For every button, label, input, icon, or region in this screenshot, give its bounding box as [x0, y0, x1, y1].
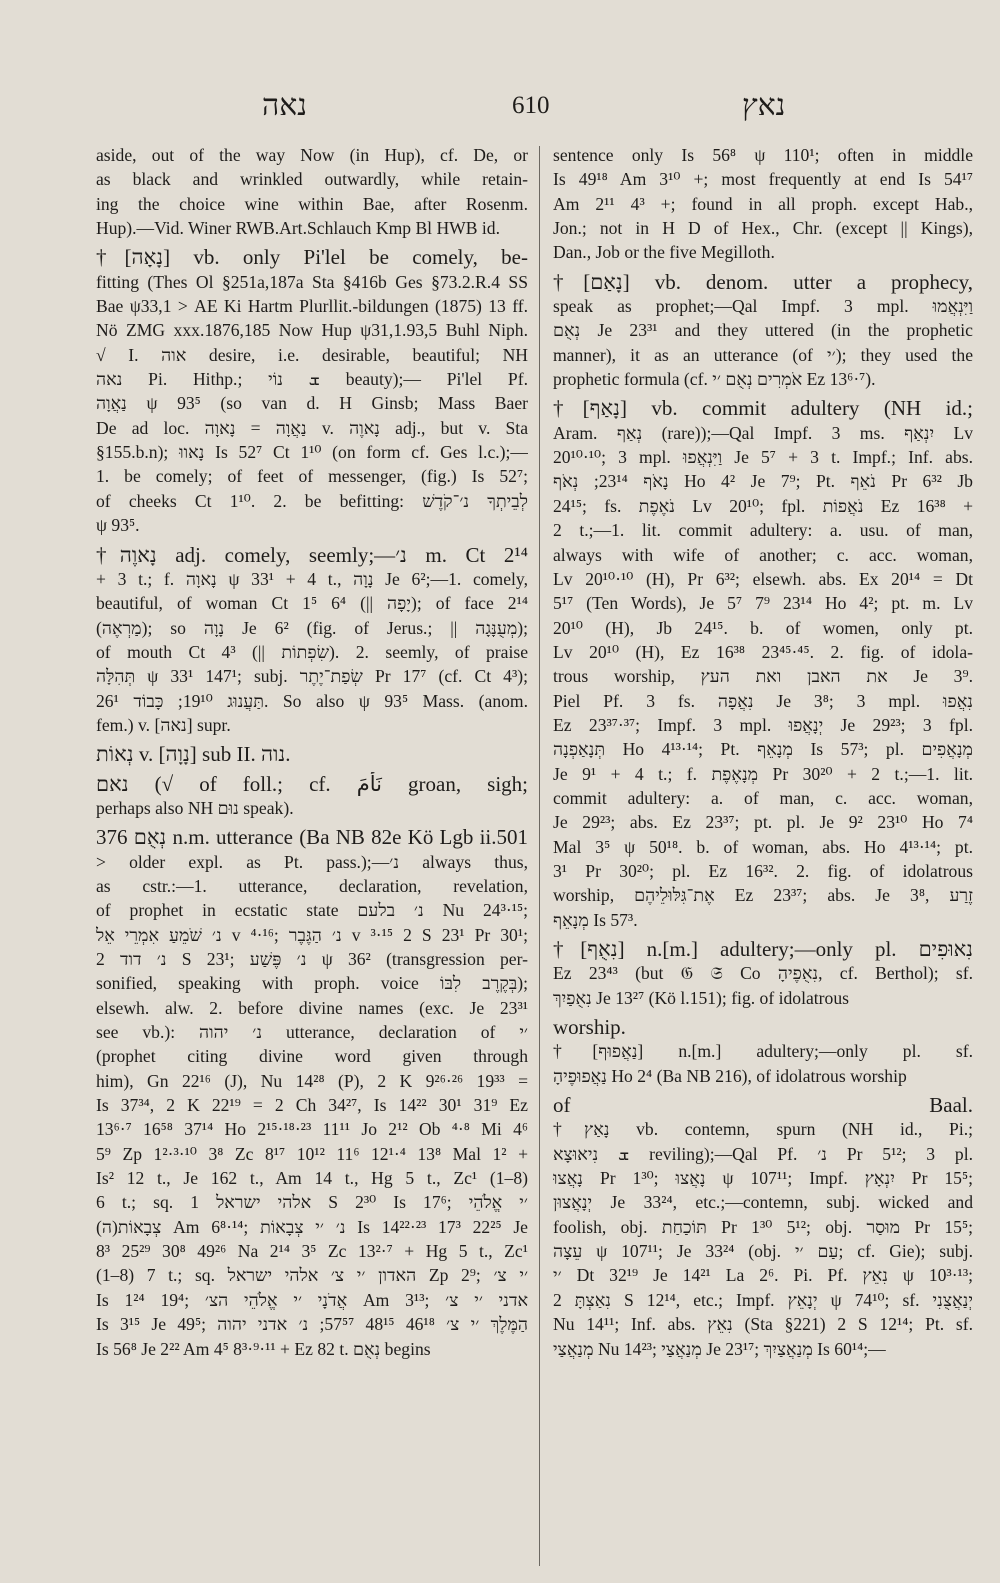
entry-line: Is 3¹⁵ Je 49⁵; הַמֶּלֶךְ ׳י צ׳ 46¹⁸ 48¹⁵ 57⁵⁷; נ׳ אדני יהוה	[96, 1314, 528, 1335]
entry-line: Lv 20¹⁰·¹⁰ (H), Pr 6³²; elsewh. abs. Ex 20¹⁴ = Dt	[553, 568, 973, 589]
right-column	[553, 143, 973, 1361]
entry-line: as black and wrinkled outwardly, while retain-	[96, 169, 528, 190]
entry-line: > older expl. as Pt. pass.);—נ׳ always thus,	[96, 851, 528, 872]
entry-line: Ez 23⁴³ (but 𝔊 𝔖 Co נִאֻפֶיהָ, cf. Berthol); sf.	[553, 963, 973, 984]
entry-line: מְנָאֵף Is 57³.	[553, 909, 638, 930]
entry-line: see vb.): נ׳ יהוה utterance, declaration of ׳י	[96, 1022, 528, 1043]
running-head-right: נאץ	[742, 88, 786, 123]
entry-line: †נָאוֶה adj. comely, seemly;—נ׳ m. Ct 2¹⁴	[96, 542, 528, 567]
entry-line: of Baal.	[553, 1093, 973, 1118]
entry-line: Hup).—Vid. Winer RWB.Art.Schlauch Kmp Bl HWB id.	[96, 218, 500, 239]
entry-line: (מַרְאֶה); so נָוָה Je 6² (fig. of Jerus.; || מְעֻנָּגָה);	[96, 617, 528, 638]
entry-line: 20¹⁰·¹⁰; 3 mpl. וַיִּנְאֲפוּ Je 5⁷ + 3 t. Impf.; Inf. abs.	[553, 447, 973, 468]
entry-line: commit adultery: a. of man, c. acc. woman,	[553, 787, 973, 808]
entry-line: †נָאַץ vb. contemn, spurn (NH id., Pi.;	[553, 1119, 973, 1140]
entry-line: 6 t.; sq. אלהי ישראל 1 S 2³⁰ Is 17⁶; ׳י אֱלֹהֵי	[96, 1192, 528, 1213]
entry-line: fem.) v. [נאה] supr.	[96, 714, 231, 735]
entry-line: worship, אֶת־גִּלּוּלֵיהֶם Ez 23³⁷; abs. Je 3⁸, זֶרַע	[553, 885, 973, 906]
entry-line: 20¹⁰ (H), Jb 24¹⁵. b. of women, only pt.	[553, 617, 973, 638]
entry-line: sentence only Is 56⁸ ψ 110¹; often in middle	[553, 145, 973, 165]
entry-line: him), Gn 22¹⁶ (J), Nu 14²⁸ (P), 2 K 9²⁶·²⁶ 19³³ =	[96, 1070, 528, 1091]
entry-line: Je 29²³; abs. Ez 23³⁷; pt. pl. Je 9² 23¹⁰ Ho 7⁴	[553, 812, 973, 833]
entry-line: + 3 t.; f. נָאוָה ψ 33¹ + 4 t., נָוָה Je 6²;—1. comely,	[96, 568, 528, 589]
entry-line: Jon.; not in H D of Hex., Chr. (except || Kings),	[553, 218, 973, 239]
entry-line: נְאֻם 376 n.m. utterance (Ba NB 82e Kö Lgb ii.501	[96, 825, 528, 850]
entry-line: perhaps also NH נוּם speak).	[96, 797, 294, 818]
entry-line: נַאֲוָה ψ 93⁵ (so van d. H Ginsb; Mass Baer	[96, 393, 528, 414]
entry-line: תַּעֲנוּג 19¹⁰; כָּבוֹד 26¹. So also ψ 93⁵ Mass. (anom.	[96, 690, 528, 711]
entry-line: 13⁶·⁷ 16⁵⁸ 37¹⁴ Ho 2¹⁵·¹⁸·²³ 11¹¹ Jo 2¹² Ob ⁴·⁸ Mi 4⁶	[96, 1119, 528, 1140]
entry-line: Je 9¹ + 4 t.; f. מְנָאֶפֶת Pr 30²⁰ + 2 t.;—1. lit.	[553, 763, 973, 784]
entry-line: trous worship, את האבן ואת העץ Je 3⁹.	[553, 666, 973, 687]
entry-line: Ez 23³⁷·³⁷; Impf. 3 mpl. יְנָאֲפוּ Je 29²³; 3 fpl.	[553, 714, 973, 735]
entry-line: Is 49¹⁸ Am 3¹⁰ +; most frequently at end Is 54¹⁷	[553, 169, 973, 190]
entry-line: Is 56⁸ Je 2²² Am 4⁵ 8³·⁹·¹¹ + Ez 82 t. נְאֻם begins	[96, 1338, 431, 1359]
entry-line: 3¹ Pr 30²⁰; pl. Ez 16³². 2. fig. of idolatrous	[553, 860, 973, 881]
entry-line: תְּנָאַפְנָה Ho 4¹³·¹⁴; Pt. מְנָאֵף Is 57³; pl. מְנָאֲפִים	[553, 739, 973, 760]
entry-line: Is² 12 t., Je 162 t., Am 14 t., Hg 5 t., Zc¹ (1–8)	[96, 1168, 528, 1189]
entry-line: נאה Pi. Hithp.; ܫ נוֹי beauty);— Pi'lel Pf.	[96, 369, 528, 390]
entry-line: beautiful, of woman Ct 1⁵ 6⁴ (|| יָפָה); of face 2¹⁴	[96, 593, 528, 614]
entry-line: (ה)צְבָאוֹת Am 6⁸·¹⁴; נ׳ ׳י צְבָאוֹת Is 14²²·²³ 17³ 22²⁵ Je	[96, 1216, 528, 1237]
entry-line: (1–8) 7 t.; sq. האדון ׳י צ׳ אלהי ישראל Zp 2⁹; ׳י צ׳	[96, 1265, 528, 1286]
entry-line: of prophet in ecstatic state נ׳ בלעם Nu 24³·¹⁵;	[96, 900, 528, 921]
entry-line: of cheeks Ct 1¹⁰. 2. be befitting: לְבֵיתְךָ נ׳־קֹדֶשׁ	[96, 490, 528, 511]
entry-line: manner), it as an utterance (of ׳י); they used the	[553, 344, 973, 365]
entry-line: Piel Pf. 3 fs. נִאֲפָה Je 3⁸; 3 mpl. נִאֲפוּ	[553, 690, 973, 711]
entry-line: 24¹⁵; fs. נֹאֶפֶת Lv 20¹⁰; fpl. נֹאֲפוֹת Ez 16³⁸ +	[553, 495, 973, 516]
entry-line: נִאֻפַיִךְ Je 13²⁷ (Kö l.151); fig. of idolatrous	[553, 987, 849, 1008]
entry-line: Mal 3⁵ ψ 50¹⁸. b. of woman, abs. Ho 4¹³·¹⁴; pt.	[553, 836, 973, 857]
entry-line: נ׳ דוד 2 S 23¹; נ׳ פֶּשַׁע ψ 36² (transgression per-	[96, 949, 528, 969]
entry-line: De ad loc. נַאֲוָה = נָאוָה v. נָאוֶה adj., but v. Sta	[96, 417, 528, 438]
entry-line: Bae ψ33,1 > AE Ki Hartm Plurllit.-bildungen (1875) 13 ff.	[96, 296, 528, 317]
entry-line: נָאֲצוּ Pr 1³⁰; נָאֲצוּ ψ 107¹¹; Impf. יִנְאָץ Pr 15⁵;	[553, 1168, 973, 1189]
entry-line: †[נַאֲפוּף] n.[m.] adultery;—only pl. sf.	[553, 1041, 973, 1062]
entry-line: 8³ 25²⁹ 30⁸ 49²⁶ Na 2¹⁴ 3⁵ Zc 13²·⁷ + Hg 5 t., Zc¹	[96, 1241, 528, 1262]
entry-line: 2 t.;—1. lit. commit adultery: a. usu. of man,	[553, 520, 973, 541]
entry-line: נָאֹף 23¹⁴; נְאֹף Ho 4² Je 7⁹; Pt. נֹאֵף Pr 6³² Jb	[553, 471, 973, 492]
left-column	[96, 143, 528, 1361]
entry-line: as cstr.:—1. utterance, declaration, revelation,	[96, 875, 528, 896]
entry-line: מְנַאֲצַי Nu 14²³; מְנַאֲצַי Je 23¹⁷; מְנַאֲצַיִךְ Is 60¹⁴;—	[553, 1338, 886, 1359]
page-header	[0, 88, 1000, 128]
entry-line: עֵצָה ψ 107¹¹; Je 33²⁴ (obj. עַם ׳י; cf. Gie); subj.	[553, 1241, 973, 1262]
entry-line: נְאוֹת v. [נָוָה] sub II. נוה.	[96, 742, 291, 767]
entry-line: Lv 20¹⁰ (H), Ez 16³⁸ 23⁴⁵·⁴⁵. 2. fig. of idola-	[553, 641, 973, 662]
entry-line: Nö ZMG xxx.1876,185 Now Hup ψ31,1.93,5 Buhl Niph.	[96, 320, 528, 341]
entry-line: worship.	[553, 1015, 626, 1040]
entry-line: Dan., Job or the five Megilloth.	[553, 242, 775, 263]
entry-line: Aram. נְאַף (rare));—Qal Impf. 3 ms. יִנְאַף Lv	[553, 422, 973, 443]
entry-line: †[נָאָה] vb. only Pi'lel be comely, be-	[96, 245, 528, 270]
entry-line: †[נָאַם] vb. denom. utter a prophecy,	[553, 269, 973, 294]
entry-line: §155.b.n); נָאווּ Is 52⁷ Ct 1¹⁰ (on form cf. Ges l.c.);—	[96, 442, 528, 463]
entry-line: speak as prophet;—Qal Impf. 3 mpl. וַיִּנְאֲמוּ	[553, 296, 973, 317]
entry-line: יְנָאֲצוּן Je 33²⁴, etc.;—contemn, subj. wicked and	[553, 1192, 973, 1213]
entry-line: 5¹⁷ (Ten Words), Je 5⁷ 7⁹ 23¹⁴ Ho 4²; pt. m. Lv	[553, 593, 973, 614]
entry-line: נַאֲפוּפֶיהָ Ho 2⁴ (Ba NB 216), of idolatrous worship	[553, 1065, 907, 1086]
column-divider	[539, 146, 540, 1566]
entry-line: aside, out of the way Now (in Hup), cf. De, or	[96, 145, 528, 165]
entry-line: sonified, speaking with proph. voice בְּקֶרֶב לִבּוֹ);	[96, 973, 528, 994]
entry-line: ψ 93⁵.	[96, 515, 140, 536]
entry-line: ׳י Dt 32¹⁹ Je 14²¹ La 2⁶. Pi. Pf. נִאֵץ ψ 10³·¹³;	[553, 1265, 973, 1286]
entry-line: נאם (√ of foll.; cf. نَأَمَ groan, sigh;	[96, 771, 528, 796]
entry-line: Nu 14¹¹; Inf. abs. נִאֵץ (Sta §221) 2 S 12¹⁴; Pt. sf.	[553, 1314, 973, 1335]
running-head-left: נאה	[262, 88, 308, 123]
entry-line: (prophet citing divine word given through	[96, 1046, 528, 1067]
entry-line: תְּהִלָּה ψ 33¹ 147¹; subj. שְׂפַת־יֶתֶר Pr 17⁷ (cf. Ct 4³);	[96, 666, 528, 687]
entry-line: נְאֻם Je 23³¹ and they uttered (in the prophetic	[553, 320, 973, 341]
entry-line: of mouth Ct 4³ (|| שִׂפְתוֹת). 2. seemly, of praise	[96, 641, 528, 662]
entry-line: 1. be comely; of feet of messenger, (fig.) Is 52⁷;	[96, 466, 528, 487]
entry-line: Is 1²⁴ 19⁴; אֲדֹנָי ׳י אֱלֹהֵי הצ׳ Am 3¹³; אדני ׳י צ׳	[96, 1289, 528, 1310]
entry-line: foolish, obj. תּוֹכַחַת Pr 1³⁰ 5¹²; obj. מוּסַר Pr 15⁵;	[553, 1216, 973, 1237]
entry-line: prophetic formula (cf. אֹמְרִים נְאֻם ׳י Ez 13⁶·⁷).	[553, 369, 876, 390]
entry-line: ܫ נִיאוּצָא reviling);—Qal Pf. נ׳ Pr 5¹²; 3 pl.	[553, 1143, 973, 1164]
entry-line: נִאַצְתָּ 2 S 12¹⁴, etc.; Impf. יְנָאֵץ ψ 74¹⁰; sf. יְנַאֲצֻנִי	[553, 1289, 973, 1310]
entry-line: ing the choice wine within Bae, after Rosenm.	[96, 193, 528, 214]
entry-line: fitting (Thes Ol §251a,187a Sta §416b Ges §73.2.R.4 SS	[96, 271, 528, 292]
entry-line: †[נִאֻף] n.[m.] adultery;—only pl. נִאוּפִים	[553, 937, 973, 961]
entry-line: Is 37³⁴, 2 K 22¹⁹ = 2 Ch 34²⁷, Is 14²² 30¹ 31⁹ Ez	[96, 1095, 528, 1116]
entry-line: elsewh. alw. 2. before divine names (exc. Je 23³¹	[96, 997, 528, 1018]
entry-line: †[נָאַף] vb. commit adultery (NH id.;	[553, 396, 973, 421]
entry-line: נ׳ שֹׁמֵעַ אִמְרֵי אֵל v ⁴·¹⁶; נ׳ הַגֶּבֶר v ³·¹⁵ 2 S 23¹ Pr 30¹;	[96, 924, 528, 945]
page-number: 610	[512, 92, 550, 119]
entry-line: √ I. אוה desire, i.e. desirable, beautiful; NH	[96, 344, 528, 365]
entry-line: Am 2¹¹ 4³ +; found in all proph. except Hab.,	[553, 193, 973, 214]
entry-line: always with wife of another; c. acc. woman,	[553, 544, 973, 565]
entry-line: 5⁹ Zp 1²·³·¹⁰ 3⁸ Zc 8¹⁷ 10¹² 11⁶ 12¹·⁴ 13⁸ Mal 1² +	[96, 1143, 528, 1164]
